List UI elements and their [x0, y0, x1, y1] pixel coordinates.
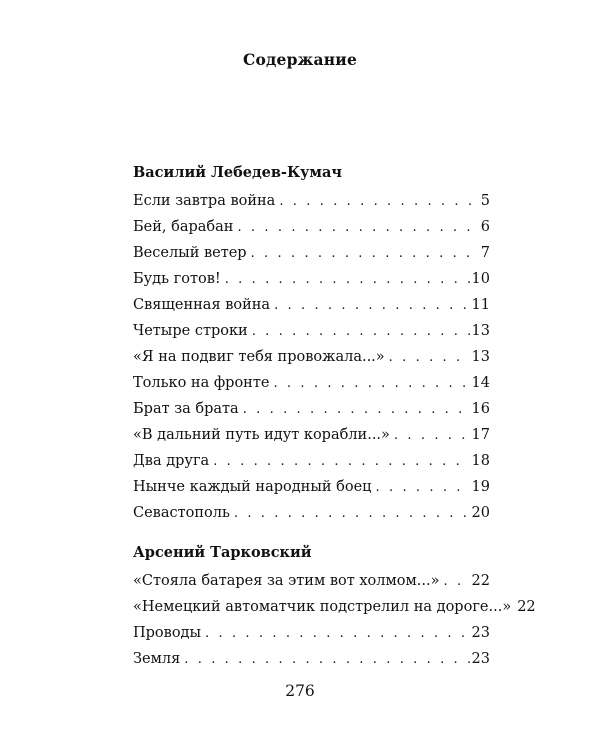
dot-leader [184, 647, 469, 673]
entry-title: Только на фронте [133, 375, 270, 391]
entry-title: «Стояла батарея за этим вот холмом...» [133, 573, 440, 589]
dot-leader [205, 621, 470, 647]
entry-page-number: 23 [471, 625, 490, 641]
toc-entry [133, 620, 490, 646]
entry-title: Проводы [133, 625, 202, 641]
entry-title: Священная война [133, 297, 271, 313]
entry-page-number: 19 [471, 479, 490, 495]
entry-page-number: 18 [471, 453, 490, 469]
dot-leader [213, 449, 469, 475]
toc-entry [133, 188, 490, 214]
toc-entry-list [133, 568, 536, 672]
entry-page-number: 20 [471, 505, 490, 521]
entry-title: Четыре строки [133, 323, 248, 339]
section-author: Арсений Тарковский [133, 544, 312, 561]
entry-title: Земля [133, 651, 181, 667]
entry-title: Будь готов! [133, 271, 221, 287]
toc-entry [133, 422, 490, 448]
entry-title: «Немецкий автоматчик подстрелил на дороге...» [133, 599, 512, 615]
entry-page-number: 11 [471, 297, 490, 313]
entry-page-number: 6 [480, 219, 490, 235]
dot-leader [279, 189, 478, 215]
toc-entry [133, 646, 490, 672]
entry-page-number: 13 [471, 323, 490, 339]
toc-entry [133, 292, 490, 318]
toc-entry [133, 396, 490, 422]
entry-page-number: 17 [471, 427, 490, 443]
toc-section-lebedev-kumach [133, 162, 490, 526]
entry-page-number: 7 [480, 245, 490, 261]
entry-title: Брат за брата [133, 401, 239, 417]
entry-page-number: 16 [471, 401, 490, 417]
dot-leader [273, 371, 469, 397]
entry-title: «Я на подвиг тебя провожала...» [133, 349, 385, 365]
toc-entry [133, 474, 490, 500]
entry-page-number: 5 [480, 193, 490, 209]
entry-title: Два друга [133, 453, 210, 469]
dot-leader [376, 475, 470, 501]
entry-page-number: 22 [471, 573, 490, 589]
toc-entry [133, 448, 490, 474]
entry-page-number: 22 [517, 599, 536, 615]
section-author: Василий Лебедев-Кумач [133, 164, 343, 181]
toc-entry [133, 318, 490, 344]
page-number: 276 [285, 682, 315, 700]
page-title: Содержание [242, 50, 358, 69]
toc-entry [133, 344, 490, 370]
entry-title: Веселый ветер [133, 245, 247, 261]
entry-title: Если завтра война [133, 193, 276, 209]
entry-title: Нынче каждый народный боец [133, 479, 372, 495]
dot-leader [443, 569, 469, 595]
dot-leader [243, 397, 470, 423]
dot-leader [251, 241, 479, 267]
dot-leader [252, 319, 470, 345]
entry-title: Бей, барабан [133, 219, 234, 235]
dot-leader [394, 423, 470, 449]
toc-entry [133, 500, 490, 526]
toc-entry [133, 594, 536, 620]
dot-leader [274, 293, 469, 319]
toc-entry [133, 568, 490, 594]
dot-leader [234, 501, 470, 527]
entry-title: Севастополь [133, 505, 230, 521]
entry-page-number: 23 [471, 651, 490, 667]
toc-entry [133, 214, 490, 240]
toc-entry [133, 240, 490, 266]
dot-leader [237, 215, 478, 241]
toc-entry [133, 370, 490, 396]
toc-entry-list [133, 188, 490, 526]
entry-page-number: 14 [471, 375, 490, 391]
entry-page-number: 10 [471, 271, 490, 287]
entry-title: «В дальний путь идут корабли...» [133, 427, 390, 443]
toc-section-tarkovsky [133, 542, 536, 672]
toc-entry [133, 266, 490, 292]
dot-leader [225, 267, 470, 293]
entry-page-number: 13 [471, 349, 490, 365]
dot-leader [389, 345, 470, 371]
